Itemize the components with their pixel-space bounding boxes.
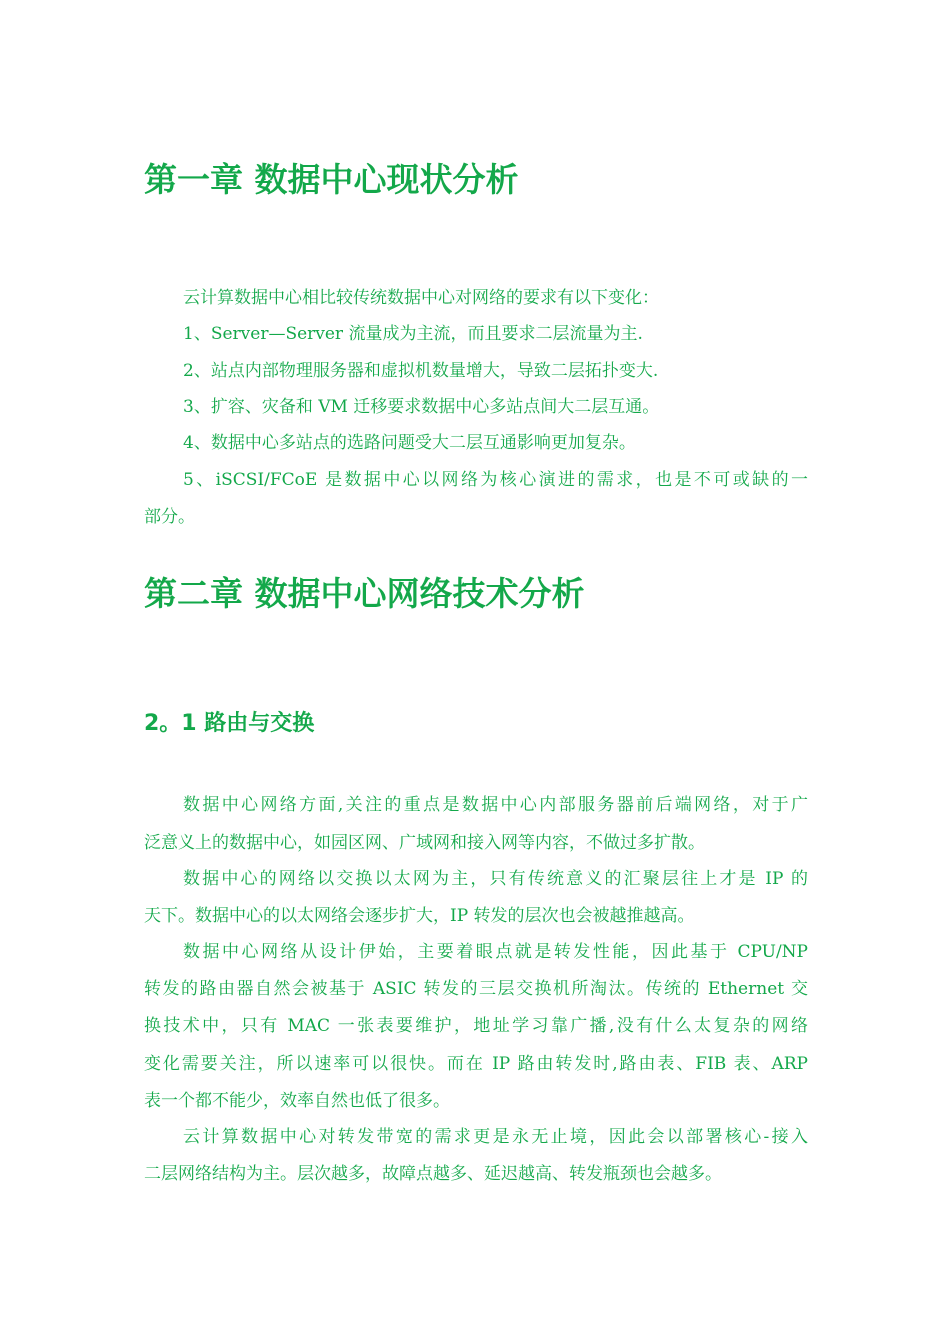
paragraph-line: 数据中心的网络以交换以太网为主，只有传统意义的汇聚层往上才是 IP 的 (183, 869, 808, 889)
chapter-1-intro: 云计算数据中心相比较传统数据中心对网络的要求有以下变化： (183, 288, 659, 308)
paragraph-line: 云计算数据中心对转发带宽的需求更是永无止境，因此会以部署核心-接入 (183, 1127, 808, 1147)
paragraph-line: 泛意义上的数据中心，如园区网、广域网和接入网等内容，不做过多扩散。 (144, 833, 705, 853)
paragraph-line: 天下。数据中心的以太网络会逐步扩大，IP 转发的层次也会被越推越高。 (144, 906, 695, 926)
list-item: 5、iSCSI/FCoE 是数据中心以网络为核心演进的需求，也是不可或缺的一 (183, 470, 808, 490)
chapter-1-title: 第一章 数据中心现状分析 (144, 160, 519, 199)
list-item: 2、站点内部物理服务器和虚拟机数量增大，导致二层拓扑变大. (183, 361, 659, 381)
paragraph-line: 转发的路由器自然会被基于 ASIC 转发的三层交换机所淘汰。传统的 Ethernet 交 (144, 979, 808, 999)
chapter-2-title: 第二章 数据中心网络技术分析 (144, 574, 585, 613)
paragraph-line: 数据中心网络方面,关注的重点是数据中心内部服务器前后端网络，对于广 (183, 795, 808, 815)
paragraph-line: 数据中心网络从设计伊始，主要着眼点就是转发性能，因此基于 CPU/NP (183, 942, 808, 962)
section-title: 2。1 路由与交换 (144, 711, 315, 736)
paragraph-line: 表一个都不能少，效率自然也低了很多。 (144, 1091, 450, 1111)
list-item-continuation: 部分。 (144, 507, 195, 527)
list-item: 3、扩容、灾备和 VM 迁移要求数据中心多站点间大二层互通。 (183, 397, 660, 417)
paragraph-line: 换技术中，只有 MAC 一张表要维护，地址学习靠广播,没有什么太复杂的网络 (144, 1016, 808, 1036)
list-item: 4、数据中心多站点的选路问题受大二层互通影响更加复杂。 (183, 433, 636, 453)
paragraph-line: 二层网络结构为主。层次越多，故障点越多、延迟越高、转发瓶颈也会越多。 (144, 1164, 722, 1184)
paragraph-line: 变化需要关注，所以速率可以很快。而在 IP 路由转发时,路由表、FIB 表、ARP (144, 1054, 808, 1074)
list-item: 1、Server—Server 流量成为主流，而且要求二层流量为主. (183, 324, 643, 344)
